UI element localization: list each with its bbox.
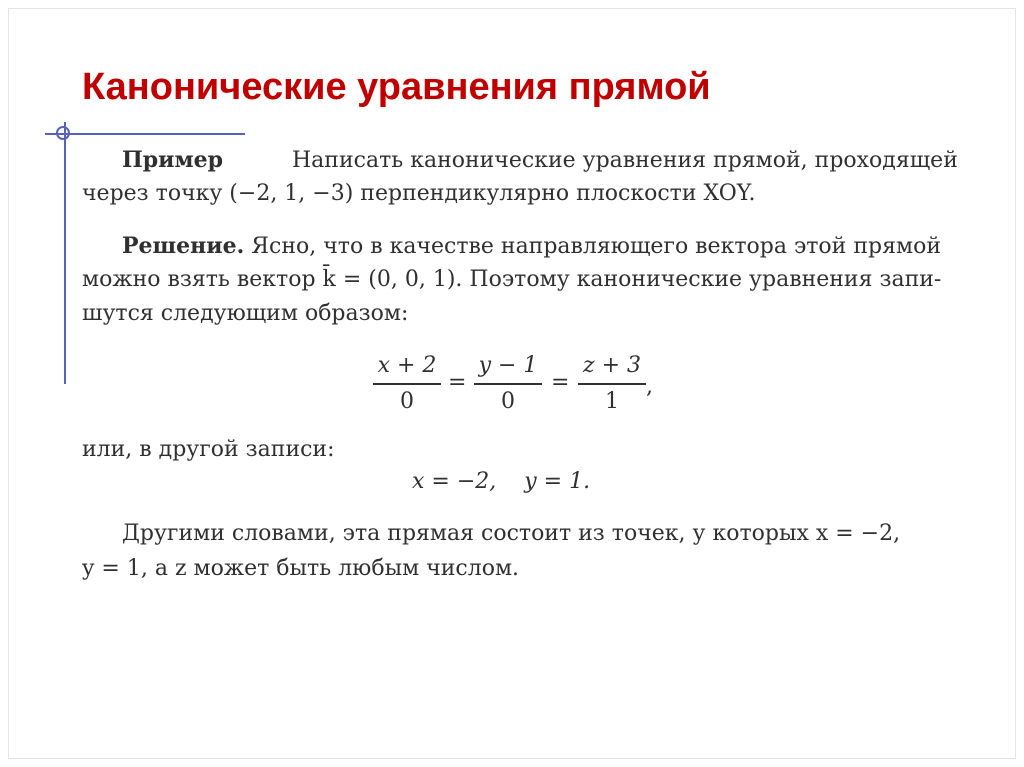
solution-line-3: шутся следующим образом: xyxy=(82,301,409,326)
fraction-x-bar xyxy=(373,383,441,385)
slide-title: Канонические уравнения прямой xyxy=(82,66,711,108)
fraction-y-bar xyxy=(474,383,542,385)
example-line-1 xyxy=(82,147,988,174)
alt-formula: x = −2, y = 1. xyxy=(412,469,591,494)
alt-intro: или, в другой записи: xyxy=(82,437,335,462)
fraction-z-denominator: 1 xyxy=(605,388,619,414)
fraction-x-numerator: x + 2 xyxy=(377,353,437,378)
solution-line-1 xyxy=(82,233,941,260)
fraction-y-denominator: 0 xyxy=(501,388,515,414)
solution-line-2: можно взять вектор k̄ = (0, 0, 1). Поэтому канонические уравнения запи- xyxy=(82,267,942,292)
fraction-z-bar xyxy=(578,383,646,385)
decorative-vertical-line xyxy=(64,122,66,384)
example-text-1: Написать канонические уравнения прямой, проходящей xyxy=(292,148,958,173)
equals-sign-1: = xyxy=(448,370,467,395)
decorative-circle xyxy=(56,126,70,140)
equals-sign-2: = xyxy=(551,370,570,395)
fraction-x xyxy=(373,353,441,415)
example-line-2: через точку (−2, 1, −3) перпендикулярно плоскости XOY. xyxy=(82,181,756,206)
solution-text-1: Ясно, что в качестве направляющего вектора этой прямой xyxy=(251,234,941,259)
equation-comma: , xyxy=(646,374,653,399)
conclusion-line-1: Другими словами, эта прямая состоит из точек, у которых x = −2, xyxy=(122,521,901,546)
solution-label: Решение. xyxy=(122,233,245,259)
decorative-horizontal-line xyxy=(45,133,245,135)
fraction-z xyxy=(578,353,646,415)
fraction-x-denominator: 0 xyxy=(400,388,414,414)
fraction-y xyxy=(474,353,542,415)
fraction-z-numerator: z + 3 xyxy=(582,353,641,378)
example-label: Пример xyxy=(122,147,223,173)
fraction-y-numerator: y − 1 xyxy=(478,353,538,378)
conclusion-line-2: y = 1, а z может быть любым числом. xyxy=(82,556,520,581)
